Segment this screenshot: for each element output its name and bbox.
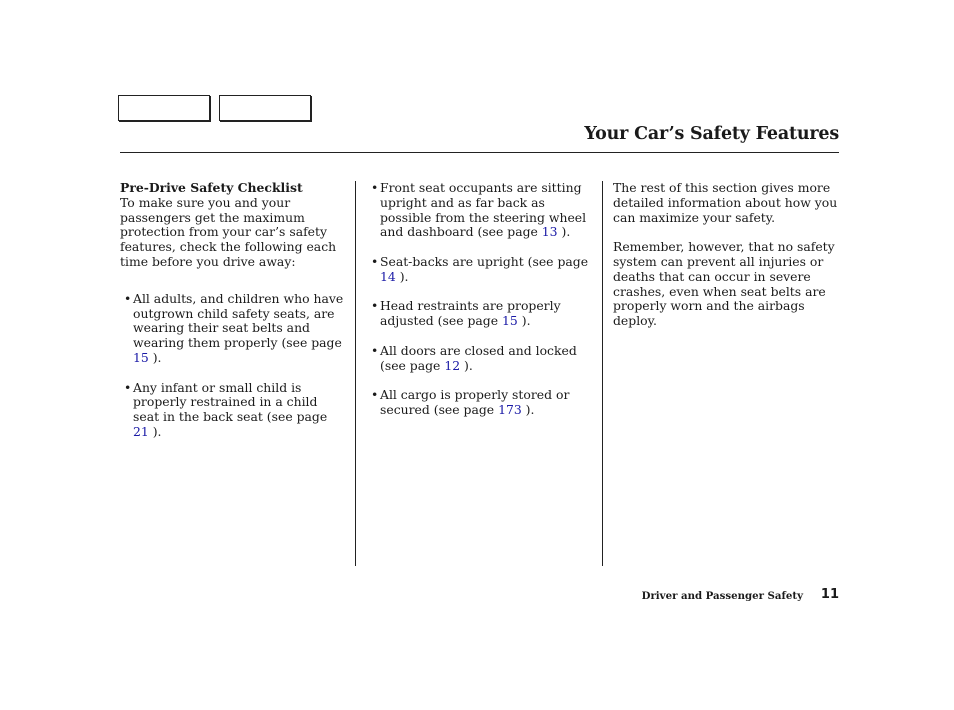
page-title: Your Car’s Safety Features	[584, 124, 839, 144]
checklist-item: • All adults, and children who have outgrown child safety seats, are wearing their seat belts and wearing them properly (see page 15 ).	[120, 292, 345, 366]
page-link[interactable]: 13	[541, 224, 558, 240]
page-link[interactable]: 15	[502, 313, 518, 329]
column-3	[613, 181, 848, 329]
column-divider-2	[602, 181, 603, 566]
checklist-item: • Seat-backs are upright (see page 14 ).	[367, 255, 597, 285]
checklist-item: • Head restraints are properly adjusted (see page 15 ).	[367, 299, 597, 329]
page-link[interactable]: 15	[133, 349, 149, 365]
checklist-item: • Any infant or small child is properly restrained in a child seat in the back seat (see page 21 ).	[120, 381, 345, 440]
page-link[interactable]: 12	[444, 357, 461, 373]
title-rule	[120, 152, 839, 153]
nav-next-button[interactable]	[219, 95, 311, 121]
checklist-item: • All cargo is properly stored or secured (see page 173 ).	[367, 388, 597, 418]
page-number: 11	[820, 587, 839, 602]
nav-previous-button[interactable]	[118, 95, 210, 121]
checklist-item: • Front seat occupants are sitting upright and as far back as possible from the steering wheel and dashboard (see page 13 ).	[367, 181, 597, 240]
body-paragraph: The rest of this section gives more detailed information about how you can maximize your safety.	[613, 180, 838, 225]
checklist-1	[120, 292, 345, 440]
page-link[interactable]: 14	[380, 268, 396, 284]
checklist-2	[367, 181, 597, 418]
column-2	[367, 181, 597, 418]
body-paragraph: Remember, however, that no safety system can prevent all injuries or deaths that can occur in severe crashes, even when seat belts are properly worn and the airbags deploy.	[613, 239, 835, 329]
footer-section-title: Driver and Passenger Safety	[641, 590, 803, 602]
column-divider-1	[355, 181, 356, 566]
checklist-item: • All doors are closed and locked (see page 12 ).	[367, 344, 597, 374]
page-link[interactable]: 173	[498, 401, 522, 417]
intro-paragraph: To make sure you and your passengers get the maximum protection from your car’s safety features, check the following each time before you drive away:	[120, 194, 337, 269]
page-link[interactable]: 21	[133, 423, 149, 439]
column-1	[120, 181, 345, 455]
section-heading: Pre-Drive Safety Checklist	[120, 180, 303, 195]
